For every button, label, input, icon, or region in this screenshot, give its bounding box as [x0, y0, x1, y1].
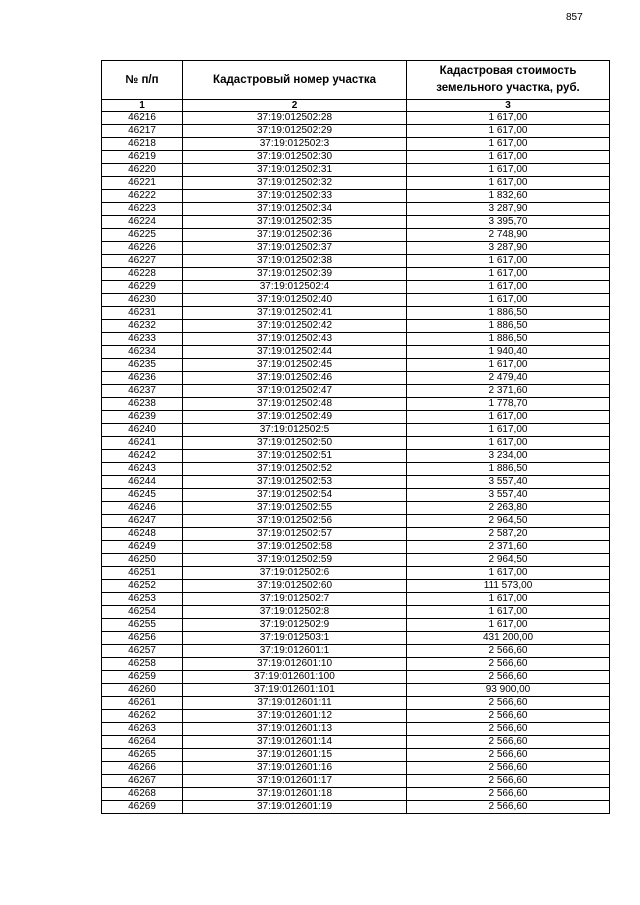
cadastral-number-cell: 37:19:012601:100 — [183, 671, 407, 684]
row-number-cell: 46253 — [102, 593, 183, 606]
cadastral-value-cell: 2 566,60 — [407, 671, 610, 684]
row-number-cell: 46263 — [102, 723, 183, 736]
table-body — [102, 112, 610, 814]
row-number-cell: 46235 — [102, 359, 183, 372]
row-number-cell: 46261 — [102, 697, 183, 710]
cadastral-number-cell: 37:19:012502:36 — [183, 229, 407, 242]
cadastral-number-cell: 37:19:012502:9 — [183, 619, 407, 632]
table-row — [102, 138, 610, 151]
row-number-cell: 46229 — [102, 281, 183, 294]
row-number-cell: 46250 — [102, 554, 183, 567]
cadastral-value-cell: 111 573,00 — [407, 580, 610, 593]
cadastral-value-cell: 2 566,60 — [407, 645, 610, 658]
cadastral-value-cell: 93 900,00 — [407, 684, 610, 697]
row-number-cell: 46219 — [102, 151, 183, 164]
cadastral-number-cell: 37:19:012502:48 — [183, 398, 407, 411]
cadastral-value-cell: 3 287,90 — [407, 242, 610, 255]
row-number-cell: 46238 — [102, 398, 183, 411]
cadastral-value-cell: 3 557,40 — [407, 476, 610, 489]
cadastral-value-cell: 2 566,60 — [407, 723, 610, 736]
cadastral-number-cell: 37:19:012502:52 — [183, 463, 407, 476]
cadastral-number-cell: 37:19:012502:4 — [183, 281, 407, 294]
cadastral-value-cell: 3 395,70 — [407, 216, 610, 229]
table-row — [102, 736, 610, 749]
row-number-cell: 46257 — [102, 645, 183, 658]
cadastral-number-cell: 37:19:012502:58 — [183, 541, 407, 554]
cadastral-value-cell: 1 617,00 — [407, 255, 610, 268]
table-row — [102, 671, 610, 684]
cadastral-value-cell: 1 617,00 — [407, 268, 610, 281]
table-row — [102, 164, 610, 177]
cadastral-table — [101, 60, 610, 814]
cadastral-number-cell: 37:19:012601:16 — [183, 762, 407, 775]
table-row — [102, 320, 610, 333]
row-number-cell: 46249 — [102, 541, 183, 554]
row-number-cell: 46223 — [102, 203, 183, 216]
table-row — [102, 281, 610, 294]
table-row — [102, 177, 610, 190]
cadastral-value-cell: 1 617,00 — [407, 177, 610, 190]
row-number-cell: 46216 — [102, 112, 183, 125]
cadastral-value-cell: 2 566,60 — [407, 697, 610, 710]
cadastral-value-cell: 1 886,50 — [407, 320, 610, 333]
row-number-cell: 46248 — [102, 528, 183, 541]
table-row — [102, 567, 610, 580]
table-row — [102, 437, 610, 450]
column-number: 2 — [183, 100, 407, 112]
table-row — [102, 463, 610, 476]
cadastral-number-cell: 37:19:012502:33 — [183, 190, 407, 203]
cadastral-value-cell: 1 886,50 — [407, 333, 610, 346]
cadastral-number-cell: 37:19:012502:5 — [183, 424, 407, 437]
row-number-cell: 46247 — [102, 515, 183, 528]
table-row — [102, 554, 610, 567]
cadastral-number-cell: 37:19:012502:46 — [183, 372, 407, 385]
row-number-cell: 46228 — [102, 268, 183, 281]
table-row — [102, 541, 610, 554]
row-number-cell: 46268 — [102, 788, 183, 801]
row-number-cell: 46260 — [102, 684, 183, 697]
cadastral-value-cell: 1 886,50 — [407, 463, 610, 476]
table-row — [102, 658, 610, 671]
table-row — [102, 645, 610, 658]
cadastral-number-cell: 37:19:012502:3 — [183, 138, 407, 151]
cadastral-value-cell: 1 617,00 — [407, 593, 610, 606]
cadastral-value-cell: 1 617,00 — [407, 281, 610, 294]
row-number-cell: 46222 — [102, 190, 183, 203]
cadastral-value-cell: 1 617,00 — [407, 151, 610, 164]
column-number: 3 — [407, 100, 610, 112]
table-row — [102, 632, 610, 645]
cadastral-number-cell: 37:19:012502:32 — [183, 177, 407, 190]
cadastral-number-cell: 37:19:012502:29 — [183, 125, 407, 138]
cadastral-number-cell: 37:19:012502:40 — [183, 294, 407, 307]
table-row — [102, 775, 610, 788]
table-row — [102, 203, 610, 216]
cadastral-value-cell: 1 617,00 — [407, 164, 610, 177]
cadastral-number-cell: 37:19:012601:1 — [183, 645, 407, 658]
table-row — [102, 112, 610, 125]
table-row — [102, 515, 610, 528]
row-number-cell: 46232 — [102, 320, 183, 333]
cadastral-number-cell: 37:19:012502:60 — [183, 580, 407, 593]
cadastral-number-cell: 37:19:012502:37 — [183, 242, 407, 255]
cadastral-value-cell: 1 617,00 — [407, 619, 610, 632]
cadastral-value-cell: 2 566,60 — [407, 788, 610, 801]
table-row — [102, 619, 610, 632]
cadastral-number-cell: 37:19:012502:42 — [183, 320, 407, 333]
cadastral-value-cell: 3 287,90 — [407, 203, 610, 216]
table-row — [102, 801, 610, 814]
row-number-cell: 46255 — [102, 619, 183, 632]
cadastral-value-cell: 1 617,00 — [407, 294, 610, 307]
table-row — [102, 606, 610, 619]
cadastral-number-cell: 37:19:012601:101 — [183, 684, 407, 697]
row-number-cell: 46244 — [102, 476, 183, 489]
row-number-cell: 46245 — [102, 489, 183, 502]
cadastral-value-cell: 1 940,40 — [407, 346, 610, 359]
table-row — [102, 697, 610, 710]
header-cadastral-value: Кадастровая стоимость земельного участка, руб. — [407, 61, 610, 100]
cadastral-value-cell: 2 566,60 — [407, 762, 610, 775]
table-row — [102, 333, 610, 346]
table-row — [102, 684, 610, 697]
cadastral-value-cell: 2 587,20 — [407, 528, 610, 541]
row-number-cell: 46236 — [102, 372, 183, 385]
table-row — [102, 723, 610, 736]
cadastral-number-cell: 37:19:012502:56 — [183, 515, 407, 528]
table-row — [102, 710, 610, 723]
row-number-cell: 46246 — [102, 502, 183, 515]
cadastral-value-cell: 1 617,00 — [407, 424, 610, 437]
page-number: 857 — [566, 12, 583, 23]
row-number-cell: 46252 — [102, 580, 183, 593]
cadastral-number-cell: 37:19:012502:31 — [183, 164, 407, 177]
cadastral-value-cell: 2 964,50 — [407, 554, 610, 567]
cadastral-value-cell: 1 617,00 — [407, 112, 610, 125]
cadastral-number-cell: 37:19:012502:38 — [183, 255, 407, 268]
cadastral-number-cell: 37:19:012502:7 — [183, 593, 407, 606]
table-row — [102, 593, 610, 606]
header-number: № п/п — [102, 61, 183, 100]
cadastral-value-cell: 1 617,00 — [407, 138, 610, 151]
cadastral-number-cell: 37:19:012502:34 — [183, 203, 407, 216]
column-number-row — [102, 100, 610, 112]
table-row — [102, 346, 610, 359]
header-row — [102, 61, 610, 100]
row-number-cell: 46256 — [102, 632, 183, 645]
cadastral-number-cell: 37:19:012601:10 — [183, 658, 407, 671]
cadastral-number-cell: 37:19:012502:55 — [183, 502, 407, 515]
cadastral-number-cell: 37:19:012601:17 — [183, 775, 407, 788]
row-number-cell: 46231 — [102, 307, 183, 320]
table-row — [102, 359, 610, 372]
table-row — [102, 307, 610, 320]
row-number-cell: 46226 — [102, 242, 183, 255]
cadastral-value-cell: 1 617,00 — [407, 567, 610, 580]
cadastral-value-cell: 2 263,80 — [407, 502, 610, 515]
header-cadastral-number: Кадастровый номер участка — [183, 61, 407, 100]
cadastral-number-cell: 37:19:012601:11 — [183, 697, 407, 710]
cadastral-number-cell: 37:19:012601:13 — [183, 723, 407, 736]
table-row — [102, 398, 610, 411]
cadastral-value-cell: 2 371,60 — [407, 541, 610, 554]
cadastral-value-cell: 1 617,00 — [407, 606, 610, 619]
row-number-cell: 46225 — [102, 229, 183, 242]
table-row — [102, 385, 610, 398]
cadastral-value-cell: 2 371,60 — [407, 385, 610, 398]
cadastral-value-cell: 2 566,60 — [407, 749, 610, 762]
cadastral-number-cell: 37:19:012502:47 — [183, 385, 407, 398]
cadastral-number-cell: 37:19:012502:44 — [183, 346, 407, 359]
column-number: 1 — [102, 100, 183, 112]
row-number-cell: 46217 — [102, 125, 183, 138]
table-row — [102, 450, 610, 463]
table-row — [102, 528, 610, 541]
cadastral-number-cell: 37:19:012502:54 — [183, 489, 407, 502]
cadastral-value-cell: 1 617,00 — [407, 411, 610, 424]
table-row — [102, 242, 610, 255]
row-number-cell: 46254 — [102, 606, 183, 619]
cadastral-number-cell: 37:19:012502:45 — [183, 359, 407, 372]
cadastral-number-cell: 37:19:012502:8 — [183, 606, 407, 619]
table-row — [102, 372, 610, 385]
table-row — [102, 255, 610, 268]
row-number-cell: 46224 — [102, 216, 183, 229]
cadastral-number-cell: 37:19:012502:41 — [183, 307, 407, 320]
cadastral-number-cell: 37:19:012503:1 — [183, 632, 407, 645]
row-number-cell: 46239 — [102, 411, 183, 424]
row-number-cell: 46258 — [102, 658, 183, 671]
cadastral-value-cell: 2 566,60 — [407, 710, 610, 723]
cadastral-value-cell: 1 617,00 — [407, 437, 610, 450]
table-row — [102, 762, 610, 775]
row-number-cell: 46251 — [102, 567, 183, 580]
table-row — [102, 190, 610, 203]
row-number-cell: 46262 — [102, 710, 183, 723]
cadastral-value-cell: 2 964,50 — [407, 515, 610, 528]
cadastral-value-cell: 3 234,00 — [407, 450, 610, 463]
cadastral-number-cell: 37:19:012601:12 — [183, 710, 407, 723]
table-row — [102, 125, 610, 138]
cadastral-value-cell: 2 748,90 — [407, 229, 610, 242]
row-number-cell: 46227 — [102, 255, 183, 268]
cadastral-value-cell: 3 557,40 — [407, 489, 610, 502]
row-number-cell: 46240 — [102, 424, 183, 437]
table-row — [102, 502, 610, 515]
table-row — [102, 151, 610, 164]
cadastral-number-cell: 37:19:012502:57 — [183, 528, 407, 541]
table-row — [102, 216, 610, 229]
row-number-cell: 46233 — [102, 333, 183, 346]
cadastral-value-cell: 1 778,70 — [407, 398, 610, 411]
row-number-cell: 46237 — [102, 385, 183, 398]
row-number-cell: 46241 — [102, 437, 183, 450]
cadastral-value-cell: 2 566,60 — [407, 801, 610, 814]
cadastral-number-cell: 37:19:012502:50 — [183, 437, 407, 450]
row-number-cell: 46234 — [102, 346, 183, 359]
table-row — [102, 580, 610, 593]
cadastral-value-cell: 431 200,00 — [407, 632, 610, 645]
cadastral-number-cell: 37:19:012601:18 — [183, 788, 407, 801]
cadastral-value-cell: 1 617,00 — [407, 125, 610, 138]
cadastral-number-cell: 37:19:012601:15 — [183, 749, 407, 762]
row-number-cell: 46221 — [102, 177, 183, 190]
row-number-cell: 46220 — [102, 164, 183, 177]
cadastral-number-cell: 37:19:012601:19 — [183, 801, 407, 814]
cadastral-value-cell: 2 566,60 — [407, 775, 610, 788]
table-row — [102, 294, 610, 307]
cadastral-number-cell: 37:19:012502:51 — [183, 450, 407, 463]
row-number-cell: 46259 — [102, 671, 183, 684]
row-number-cell: 46266 — [102, 762, 183, 775]
row-number-cell: 46243 — [102, 463, 183, 476]
cadastral-value-cell: 1 886,50 — [407, 307, 610, 320]
table-row — [102, 489, 610, 502]
cadastral-value-cell: 1 617,00 — [407, 359, 610, 372]
cadastral-number-cell: 37:19:012601:14 — [183, 736, 407, 749]
cadastral-value-cell: 2 479,40 — [407, 372, 610, 385]
table-row — [102, 476, 610, 489]
cadastral-value-cell: 1 832,60 — [407, 190, 610, 203]
row-number-cell: 46269 — [102, 801, 183, 814]
row-number-cell: 46242 — [102, 450, 183, 463]
table-row — [102, 749, 610, 762]
table-row — [102, 424, 610, 437]
table-row — [102, 268, 610, 281]
table-row — [102, 229, 610, 242]
cadastral-number-cell: 37:19:012502:30 — [183, 151, 407, 164]
cadastral-number-cell: 37:19:012502:35 — [183, 216, 407, 229]
cadastral-number-cell: 37:19:012502:59 — [183, 554, 407, 567]
cadastral-number-cell: 37:19:012502:28 — [183, 112, 407, 125]
cadastral-number-cell: 37:19:012502:49 — [183, 411, 407, 424]
row-number-cell: 46267 — [102, 775, 183, 788]
table-row — [102, 411, 610, 424]
cadastral-number-cell: 37:19:012502:6 — [183, 567, 407, 580]
row-number-cell: 46265 — [102, 749, 183, 762]
row-number-cell: 46218 — [102, 138, 183, 151]
cadastral-value-cell: 2 566,60 — [407, 658, 610, 671]
row-number-cell: 46264 — [102, 736, 183, 749]
cadastral-number-cell: 37:19:012502:43 — [183, 333, 407, 346]
row-number-cell: 46230 — [102, 294, 183, 307]
cadastral-number-cell: 37:19:012502:39 — [183, 268, 407, 281]
cadastral-value-cell: 2 566,60 — [407, 736, 610, 749]
table-row — [102, 788, 610, 801]
cadastral-number-cell: 37:19:012502:53 — [183, 476, 407, 489]
